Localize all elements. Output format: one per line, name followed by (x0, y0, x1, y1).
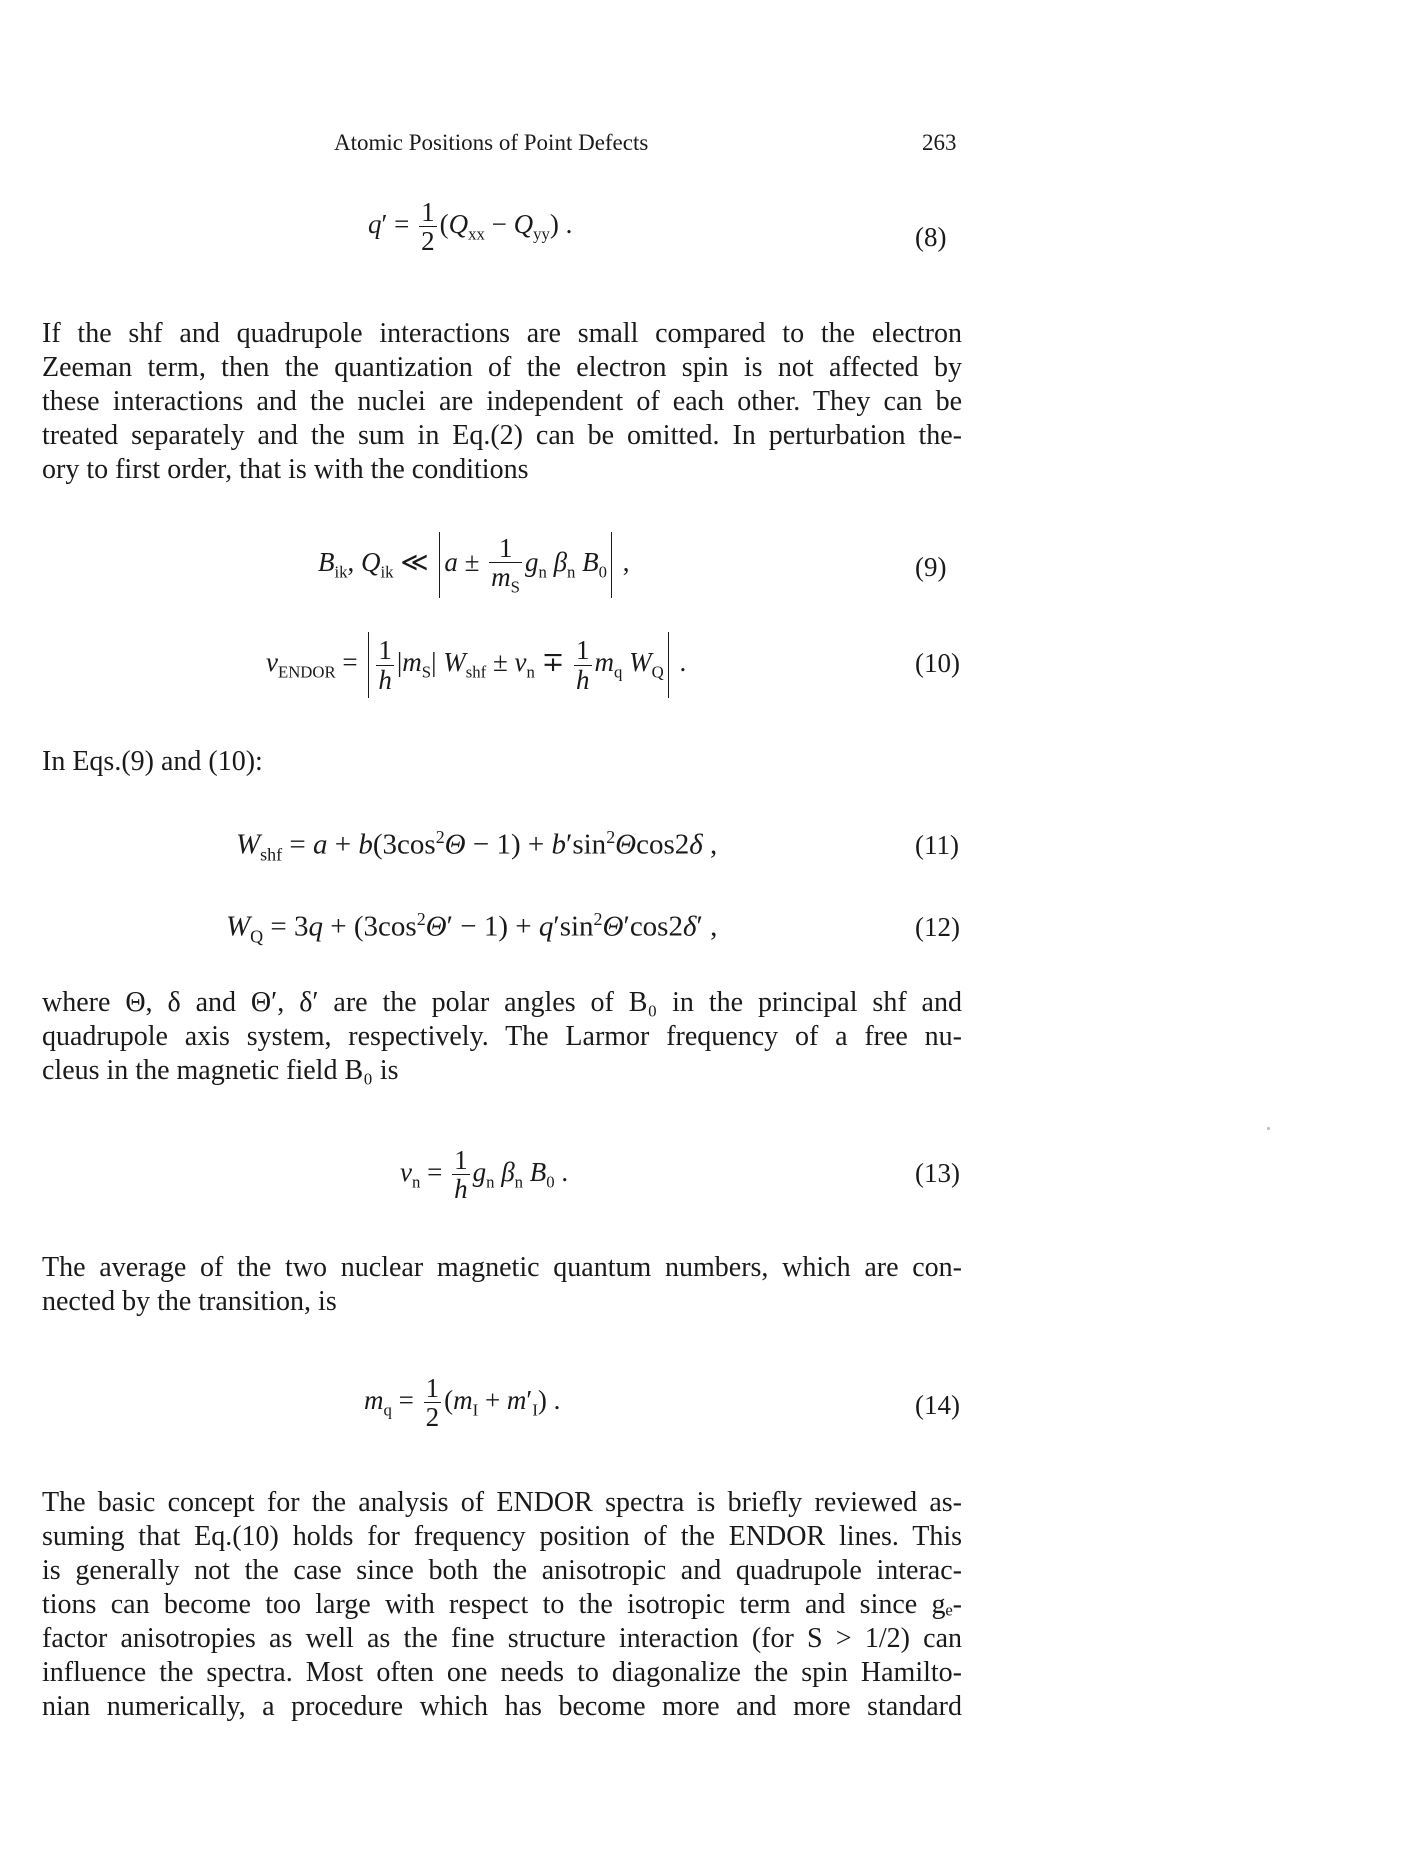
paragraph-2 (42, 745, 962, 779)
equation-13: $\nu_n$ = $\frac{1}{h}$ $g_n$ $\beta_n$ $B_0$ . (400, 1145, 569, 1205)
text-line: The average of the two nuclear magnetic quantum numbers, which are con- (42, 1252, 962, 1283)
text-line: cleus in the magnetic field B₀ is (42, 1055, 399, 1086)
paragraph-5 (42, 1486, 962, 1724)
text-line: If the shf and quadrupole interactions are small compared to the electron (42, 318, 962, 349)
equation-11: $W_{shf} = a + b(3\cos^2\Theta - 1) + b'\sin^2\Theta\cos 2\delta$ , (236, 827, 718, 865)
equation-10-number: (10) (915, 648, 960, 678)
equation-9-number: (9) (915, 552, 947, 582)
scan-speck (1267, 1127, 1270, 1130)
page-number: 263 (922, 130, 957, 155)
equation-13-number: (13) (915, 1158, 960, 1188)
equation-10: $\nu_{ENDOR}$ = $\frac{1}{h}$ $|m_S|$ $W_{shf} \pm \nu_n$ ∓ $\frac{1}{h}$ $m_q$ $W_Q$ . (266, 632, 686, 698)
text-line: nected by the transition, is (42, 1286, 337, 1317)
text-line: tions can become too large with respect to the isotropic term and since gₑ- (42, 1589, 962, 1620)
paragraph-1 (42, 317, 962, 487)
equation-8: q′ = $\frac{1}{2}$ $(Q_{xx} - Q_{yy})$ . (368, 197, 573, 257)
text-line: suming that Eq.(10) holds for frequency position of the ENDOR lines. This (42, 1521, 962, 1552)
text-line: is generally not the case since both the anisotropic and quadrupole interac- (42, 1555, 962, 1586)
text-line: nian numerically, a procedure which has become more and more standard (42, 1691, 962, 1722)
text-line: factor anisotropies as well as the fine structure interaction (for S > 1/2) can (42, 1623, 962, 1654)
text-line: In Eqs.(9) and (10): (42, 746, 263, 777)
equation-8-number: (8) (915, 222, 947, 252)
text-line: ory to first order, that is with the conditions (42, 454, 529, 485)
paragraph-4 (42, 1251, 962, 1319)
equation-12: $W_Q = 3q + (3\cos^2\Theta' - 1) + q'\sin^2\Theta'\cos 2\delta'$ , (226, 909, 718, 947)
text-line: influence the spectra. Most often one needs to diagonalize the spin Hamilto- (42, 1657, 962, 1688)
text-line: Zeeman term, then the quantization of the electron spin is not affected by (42, 352, 962, 383)
running-header-title: Atomic Positions of Point Defects (334, 130, 649, 155)
equation-14: $m_q$ = $\frac{1}{2}$ $(m_I + m'_I)$ . (364, 1373, 561, 1433)
equation-9: $B_{ik}$, $Q_{ik}$ ≪ a ± $\frac{1}{m_S}$ $g_n$ $\beta_n$ $B_0$ , (318, 532, 630, 597)
equation-14-number: (14) (915, 1390, 960, 1420)
paragraph-3 (42, 986, 962, 1088)
equation-12-number: (12) (915, 912, 960, 942)
text-line: where Θ, δ and Θ′, δ′ are the polar angles of B₀ in the principal shf and (42, 987, 962, 1018)
equation-11-number: (11) (915, 830, 959, 860)
text-line: these interactions and the nuclei are independent of each other. They can be (42, 386, 962, 417)
text-line: treated separately and the sum in Eq.(2) can be omitted. In perturbation the- (42, 420, 962, 451)
text-line: The basic concept for the analysis of ENDOR spectra is briefly reviewed as- (42, 1487, 962, 1518)
text-line: quadrupole axis system, respectively. The Larmor frequency of a free nu- (42, 1021, 962, 1052)
